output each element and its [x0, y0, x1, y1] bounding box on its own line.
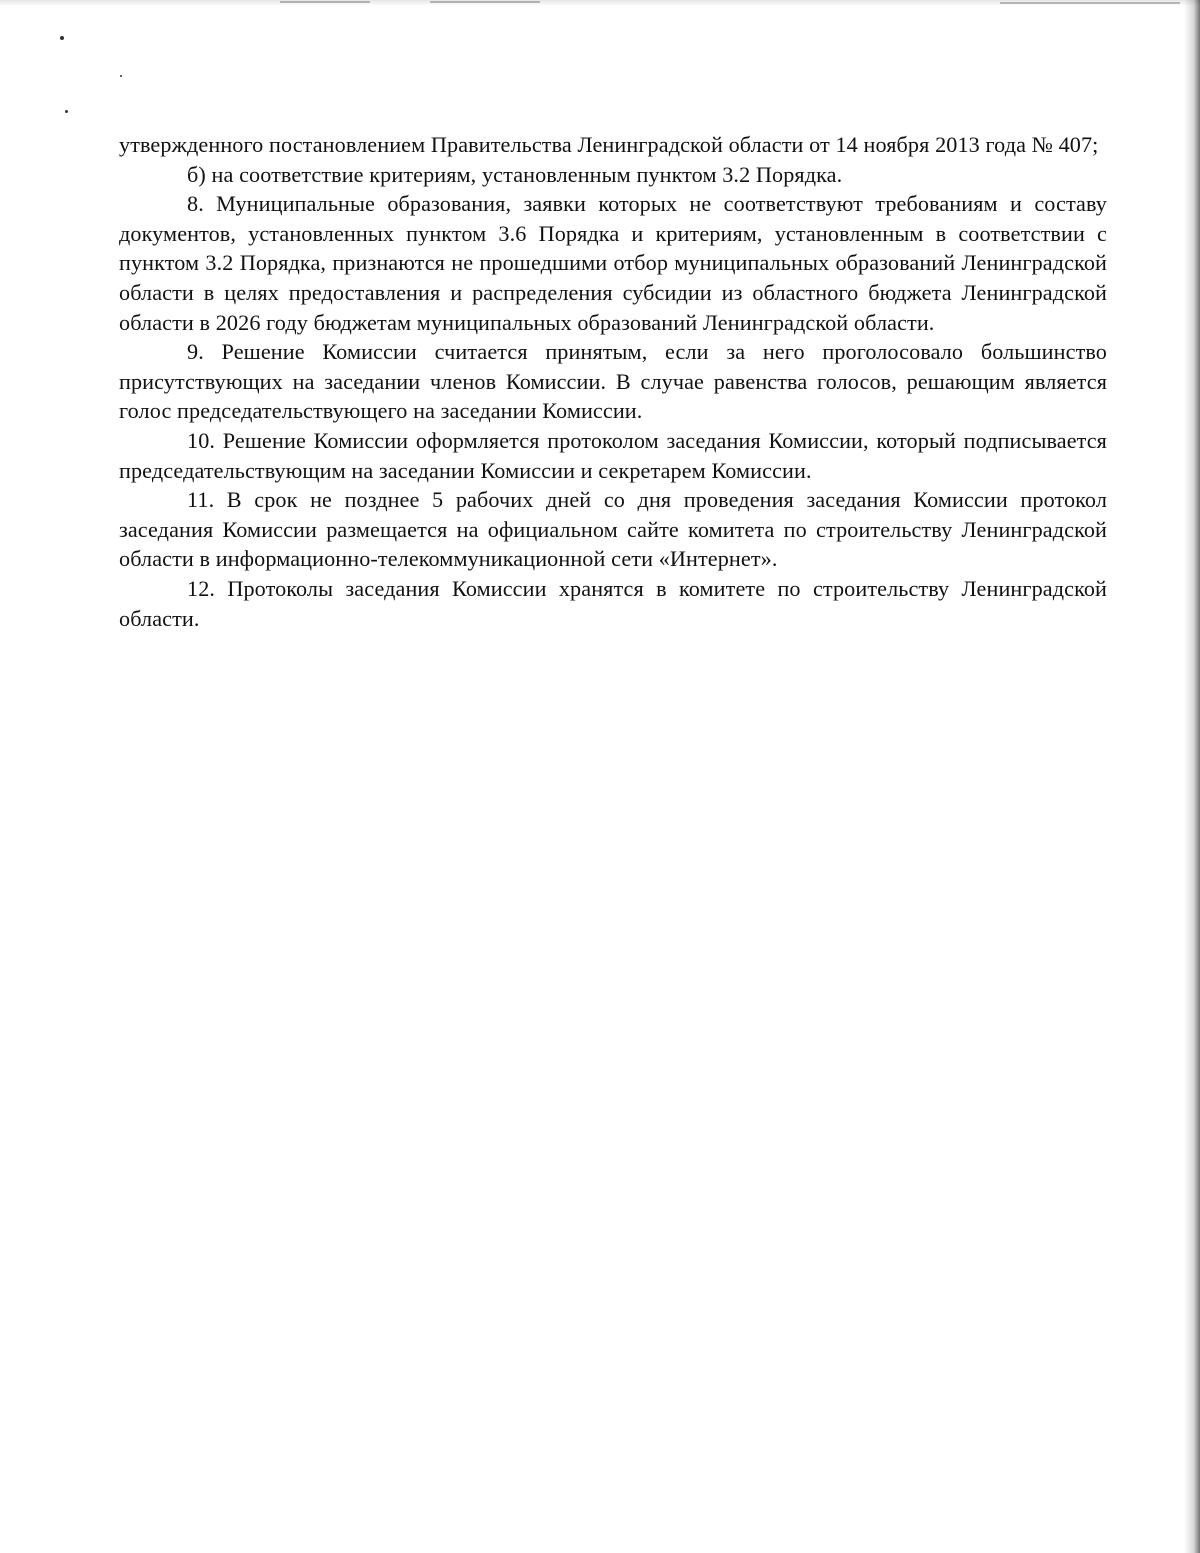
- scan-dash: [280, 1, 370, 3]
- paragraph-11: 11. В срок не позднее 5 рабочих дней со дня проведения заседания Комиссии протокол заседания Комиссии размещается на официальном сайте комитета по строительству Ленинградской области в информационно-телекоммуникационной сети «Интернет».: [119, 487, 1107, 572]
- scan-speck: [65, 110, 68, 113]
- scan-dash: [1000, 2, 1180, 4]
- document-body: [119, 130, 1107, 633]
- paragraph-12: 12. Протоколы заседания Комиссии хранятся в комитете по строительству Ленинградской области.: [119, 575, 1107, 631]
- paragraph-9: 9. Решение Комиссии считается принятым, если за него проголосовало большинство присутствующих на заседании членов Комиссии. В случае равенства голосов, решающим является голос председательствующего на заседании Комиссии.: [119, 339, 1107, 424]
- scan-edge-right: [1184, 0, 1200, 1553]
- scan-speck: [60, 36, 64, 40]
- paragraph-item-b: б) на соответствие критериям, установленным пунктом 3.2 Порядка.: [187, 161, 843, 187]
- paragraph-continuation: утвержденного постановлением Правительства Ленинградской области от 14 ноября 2013 года № 407;: [119, 132, 1099, 157]
- scan-dash: [430, 1, 540, 3]
- scan-speck: [120, 75, 122, 77]
- paragraph-10: 10. Решение Комиссии оформляется протоколом заседания Комиссии, который подписывается председательствующим на заседании Комиссии и секретарем Комиссии.: [119, 427, 1107, 483]
- paragraph-8: 8. Муниципальные образования, заявки которых не соответствуют требованиям и составу документов, установленных пунктом 3.6 Порядка и критериям, установленным в соответствии с пунктом 3.2 Порядка, признаются не прошедшими отбор муниципальных образований Ленинградской области в целях предоставления и распределения субсидии из областного бюджета Ленинградской области в 2026 году бюджетам муниципальных образований Ленинградской области.: [119, 191, 1107, 335]
